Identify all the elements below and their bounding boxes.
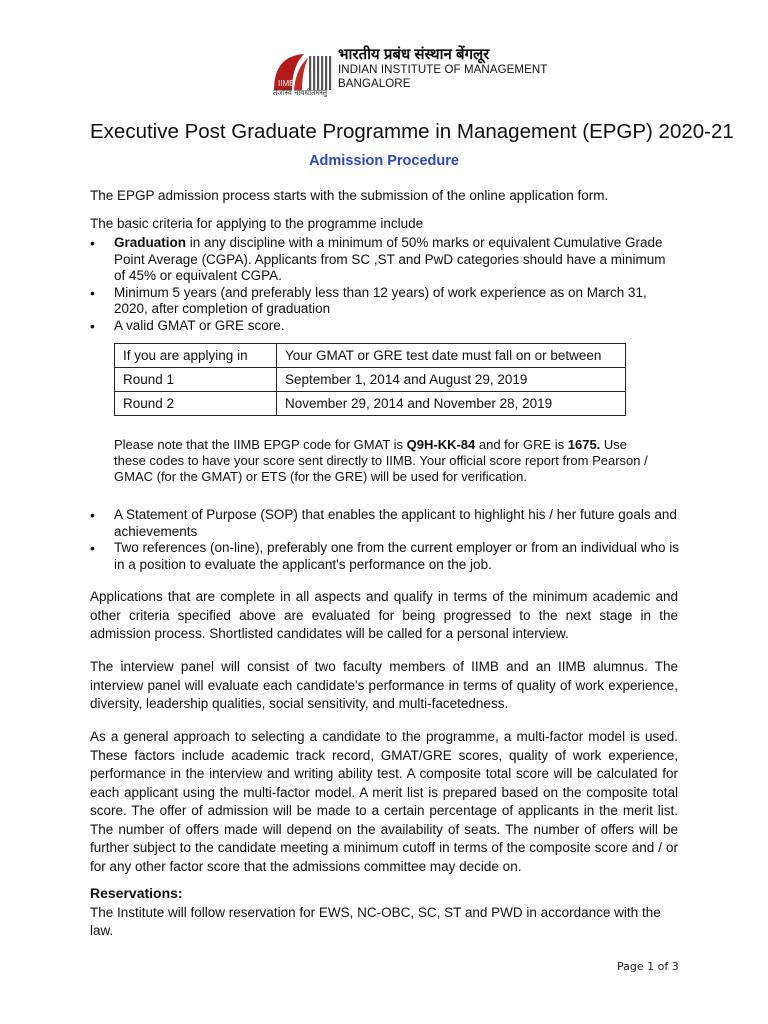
additional-criteria-list [90, 507, 680, 573]
logo-text [338, 46, 547, 91]
criteria-text: Minimum 5 years (and preferably less than 12 years) of work experience as on March 31, 2020, after completion of graduation [114, 284, 647, 316]
list-item: • Two references (on-line), preferably one from the current employer or from an individual who is in a position to evaluate the applicant's performance on the job. [90, 540, 680, 573]
logo-hindi-name: भारतीय प्रबंध संस्थान बेंगलूर [338, 46, 490, 63]
gre-code: 1675. [567, 437, 601, 452]
table-row [115, 392, 626, 416]
logo-english-line2: BANGALORE [338, 78, 411, 90]
selection-approach-paragraph: As a general approach to selecting a candidate to the programme, a multi-factor model is used. These factors include academic track record, GMAT/GRE scores, quality of work experience, performance in the interview and writing ability test. A composite total score will be calculated for each applicant using the multi-factor model. A merit list is prepared based on the composite total score. The offer of admission will be made to a certain percentage of applicants in the merit list. The number of offers made will depend on the availability of seats. The number of offers will be further subject to the candidate meeting a minimum cutoff in terms of the composite score and / or for any other factor score that the admissions committee may decide on. [90, 729, 678, 874]
interview-panel-paragraph: The interview panel will consist of two faculty members of IIMB and an IIMB alumnus. The interview panel will evaluate each candidate's performance in terms of quality of work experience, diversity, leadership qualities, social sensitivity, and multi-facetedness. [90, 659, 678, 711]
applications-paragraph: Applications that are complete in all aspects and qualify in terms of the minimum academic and other criteria specified above are evaluated for being progressed to the next stage in the admission process. Shortlisted candidates will be called for a personal interview. [90, 589, 678, 641]
criteria-list [90, 235, 680, 334]
test-dates-table [114, 343, 626, 416]
table-cell: September 1, 2014 and August 29, 2019 [277, 368, 626, 392]
note-text: and for GRE is [475, 437, 568, 452]
note-text: Use these codes to have your score sent directly to IIMB. Your official score report from Pearson / GMAC (for the GMAT) or ETS (for the GRE) will be used for verification. [114, 437, 648, 484]
table-cell: Round 1 [115, 368, 277, 392]
iimb-logo [268, 38, 568, 106]
reservations-text: The Institute will follow reservation for EWS, NC-OBC, SC, ST and PWD in accordance with the law. [90, 905, 661, 938]
reservations-heading: Reservations: [90, 885, 183, 901]
table-header-row [115, 344, 626, 368]
criteria-text: A valid GMAT or GRE score. [114, 317, 285, 333]
score-code-note [114, 437, 654, 485]
table-row [115, 368, 626, 392]
criteria-text: in any discipline with a minimum of 50% marks or equivalent Cumulative Grade Point Average (CGPA). Applicants from SC ,ST and PwD categories should have a minimum of 45% or equivalent CGPA. [114, 235, 666, 283]
section-subtitle: Admission Procedure [309, 153, 459, 169]
gmat-code: Q9H-KK-84 [406, 437, 476, 452]
list-item [90, 285, 680, 318]
list-item [90, 318, 680, 335]
table-cell: Round 2 [115, 392, 277, 416]
page-number: Page 1 of 3 [617, 960, 679, 973]
logo-english-line1: INDIAN INSTITUTE OF MANAGEMENT [338, 64, 548, 76]
document-title: Executive Post Graduate Programme in Management (EPGP) 2020-21 [90, 120, 734, 143]
table-header-cell: If you are applying in [115, 344, 277, 368]
criteria-heading: The basic criteria for applying to the programme include [90, 216, 424, 231]
logo-motto: तेजस्वि नावधीतमस्तु [273, 88, 328, 97]
list-item [90, 235, 680, 285]
intro-paragraph: The EPGP admission process starts with the submission of the online application form. [90, 188, 609, 203]
note-text: Please note that the IIMB EPGP code for GMAT is [114, 437, 407, 452]
table-header-cell: Your GMAT or GRE test date must fall on or between [277, 344, 626, 368]
list-item: • A Statement of Purpose (SOP) that enables the applicant to highlight his / her future goals and achievements [90, 507, 680, 540]
logo-badge: IIMB [278, 79, 295, 88]
criteria-bold: Graduation [114, 235, 187, 250]
table-cell: November 29, 2014 and November 28, 2019 [277, 392, 626, 416]
